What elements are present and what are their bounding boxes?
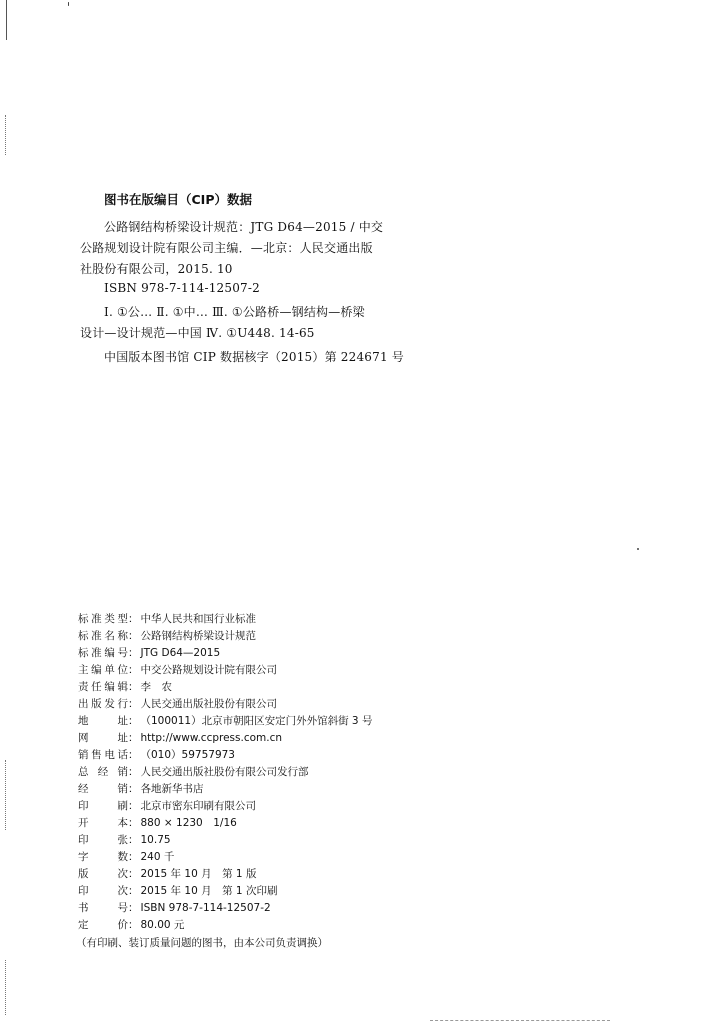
cip-line: 公路规划设计院有限公司主编．—北京：人民交通出版 bbox=[80, 241, 373, 255]
colophon-label: 字 数 bbox=[78, 851, 128, 863]
colophon-label: 销售电话 bbox=[78, 749, 128, 761]
colophon-row: 责任编辑： 李 农 bbox=[78, 681, 172, 693]
colophon-row: 印 张： 10.75 bbox=[78, 834, 171, 846]
colophon-value: 880 × 1230 1/16 bbox=[140, 817, 237, 829]
scan-edge-dots bbox=[5, 760, 8, 830]
colophon-row: 出版发行： 人民交通出版社股份有限公司 bbox=[78, 698, 277, 710]
colophon-value: 2015 年 10 月 第 1 版 bbox=[140, 868, 257, 880]
colophon-row: 网 址： http://www.ccpress.com.cn bbox=[78, 732, 283, 744]
colophon-label: 标准类型 bbox=[78, 613, 128, 625]
cip-line: Ⅰ. ①公… Ⅱ. ①中… Ⅲ. ①公路桥—钢结构—桥梁 bbox=[104, 305, 365, 319]
colophon-label: 责任编辑 bbox=[78, 681, 128, 693]
colophon-label: 书 号 bbox=[78, 902, 128, 914]
cip-isbn: ISBN 978-7-114-12507-2 bbox=[104, 281, 260, 295]
colophon-value: 公路钢结构桥梁设计规范 bbox=[140, 630, 256, 642]
colophon-value: （010）59757973 bbox=[140, 749, 235, 761]
colophon-value: 中华人民共和国行业标准 bbox=[140, 613, 256, 625]
colophon-row: 标准类型： 中华人民共和国行业标准 bbox=[78, 613, 256, 625]
colophon-row: 印 次： 2015 年 10 月 第 1 次印刷 bbox=[78, 885, 278, 897]
cip-title: 图书在版编目（CIP）数据 bbox=[104, 192, 252, 207]
scan-edge-line bbox=[6, 0, 7, 40]
colophon-value: 80.00 元 bbox=[140, 919, 185, 931]
colophon-value: http://www.ccpress.com.cn bbox=[140, 732, 283, 744]
cip-line: 社股份有限公司，2015. 10 bbox=[80, 262, 233, 276]
colophon-row: 销售电话： （010）59757973 bbox=[78, 749, 235, 761]
colophon-row: 开 本： 880 × 1230 1/16 bbox=[78, 817, 237, 829]
colophon-label: 版 次 bbox=[78, 868, 128, 880]
scan-edge-dots bbox=[5, 960, 8, 1015]
colophon-value: 2015 年 10 月 第 1 次印刷 bbox=[140, 885, 278, 897]
colophon-value: 各地新华书店 bbox=[140, 783, 204, 795]
colophon-label: 印 刷 bbox=[78, 800, 128, 812]
colophon-row: 定 价： 80.00 元 bbox=[78, 919, 185, 931]
colophon-row: 标准编号： JTG D64—2015 bbox=[78, 647, 221, 659]
colophon-label: 地 址 bbox=[78, 715, 128, 727]
colophon-value: （100011）北京市朝阳区安定门外外馆斜街 3 号 bbox=[140, 715, 373, 727]
colophon-label: 出版发行 bbox=[78, 698, 128, 710]
colophon-label: 网 址 bbox=[78, 732, 128, 744]
colophon-row: 印 刷： 北京市密东印刷有限公司 bbox=[78, 800, 256, 812]
colophon-label: 标准名称 bbox=[78, 630, 128, 642]
colophon-value: 240 千 bbox=[140, 851, 175, 863]
colophon-row: 书 号： ISBN 978-7-114-12507-2 bbox=[78, 902, 271, 914]
cip-line: 设计—设计规范—中国 Ⅳ. ①U448. 14-65 bbox=[80, 326, 315, 340]
colophon-row: 地 址： （100011）北京市朝阳区安定门外外馆斜街 3 号 bbox=[78, 715, 373, 727]
colophon-row: 版 次： 2015 年 10 月 第 1 版 bbox=[78, 868, 257, 880]
colophon-label: 经 销 bbox=[78, 783, 128, 795]
colophon-value: 人民交通出版社股份有限公司发行部 bbox=[140, 766, 309, 778]
colophon-label: 开 本 bbox=[78, 817, 128, 829]
colophon-value: ISBN 978-7-114-12507-2 bbox=[140, 902, 271, 914]
colophon-row: 主编单位： 中交公路规划设计院有限公司 bbox=[78, 664, 277, 676]
cip-catalog-number: 中国版本图书馆 CIP 数据核字（2015）第 224671 号 bbox=[104, 350, 405, 364]
colophon-row: 字 数： 240 千 bbox=[78, 851, 175, 863]
colophon-label: 主编单位 bbox=[78, 664, 128, 676]
colophon-value: 李 农 bbox=[140, 681, 172, 693]
colophon-value: 中交公路规划设计院有限公司 bbox=[140, 664, 277, 676]
colophon-value: 北京市密东印刷有限公司 bbox=[140, 800, 256, 812]
colophon-label: 定 价 bbox=[78, 919, 128, 931]
colophon-row: 总 经 销： 人民交通出版社股份有限公司发行部 bbox=[78, 766, 309, 778]
cip-line: 公路钢结构桥梁设计规范：JTG D64—2015 / 中交 bbox=[104, 220, 384, 234]
quality-note: （有印刷、装订质量问题的图书，由本公司负责调换） bbox=[76, 937, 328, 949]
colophon-value: 10.75 bbox=[140, 834, 171, 846]
scan-speck bbox=[68, 2, 69, 6]
scan-edge-dots bbox=[5, 115, 8, 155]
colophon-row: 经 销： 各地新华书店 bbox=[78, 783, 204, 795]
colophon-value: JTG D64—2015 bbox=[140, 647, 221, 659]
colophon-row: 标准名称： 公路钢结构桥梁设计规范 bbox=[78, 630, 256, 642]
scan-speck bbox=[637, 548, 639, 550]
colophon-label: 总 经 销 bbox=[78, 766, 128, 778]
colophon-label: 印 张 bbox=[78, 834, 128, 846]
colophon-label: 印 次 bbox=[78, 885, 128, 897]
colophon-value: 人民交通出版社股份有限公司 bbox=[140, 698, 277, 710]
colophon-label: 标准编号 bbox=[78, 647, 128, 659]
scan-bottom-dash bbox=[430, 1020, 610, 1022]
